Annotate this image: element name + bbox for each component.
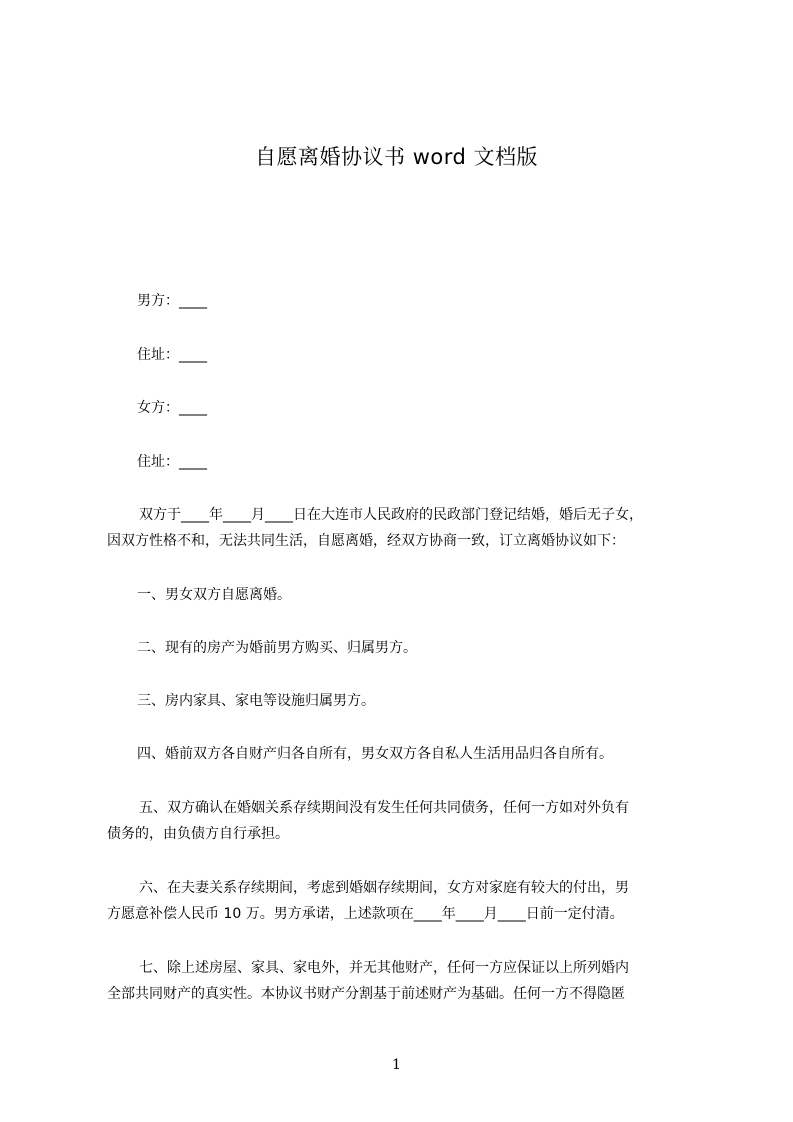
field-wife: 女方：____: [137, 400, 207, 416]
clause-4: 四、婚前双方各自财产归各自所有，男女双方各自私人生活用品归各自所有。: [137, 746, 613, 762]
clause-7-line-1: 七、除上述房屋、家具、家电外，并无其他财产，任何一方应保证以上所列婚内: [139, 960, 629, 976]
clause-5-line-2: 债务的，由负债方自行承担。: [107, 826, 289, 842]
clause-3: 三、房内家具、家电等设施归属男方。: [137, 693, 375, 709]
clause-2: 二、现有的房产为婚前男方购买、归属男方。: [137, 640, 417, 656]
field-husband-address: 住址：____: [137, 347, 207, 363]
field-wife-address: 住址：____: [137, 454, 207, 470]
clause-6-line-2: 方愿意补偿人民币 10 万。男方承诺，上述款项在____年____月____日前一定付清。: [107, 906, 624, 922]
page-number: 1: [392, 1057, 401, 1073]
clause-1: 一、男女双方自愿离婚。: [137, 587, 291, 603]
intro-line-2: 因双方性格不和，无法共同生活，自愿离婚，经双方协商一致，订立离婚协议如下：: [107, 533, 625, 549]
intro-line-1: 双方于____年____月____日在大连市人民政府的民政部门登记结婚，婚后无子女，: [139, 507, 643, 523]
document-title: 自愿离婚协议书 word 文档版: [255, 145, 538, 169]
field-husband: 男方：____: [137, 293, 207, 309]
clause-5-line-1: 五、双方确认在婚姻关系存续期间没有发生任何共同债务，任何一方如对外负有: [139, 800, 629, 816]
clause-6-line-1: 六、在夫妻关系存续期间，考虑到婚姻存续期间，女方对家庭有较大的付出，男: [139, 880, 629, 896]
clause-7-line-2: 全部共同财产的真实性。本协议书财产分割基于前述财产为基础。任何一方不得隐匿: [107, 986, 625, 1002]
